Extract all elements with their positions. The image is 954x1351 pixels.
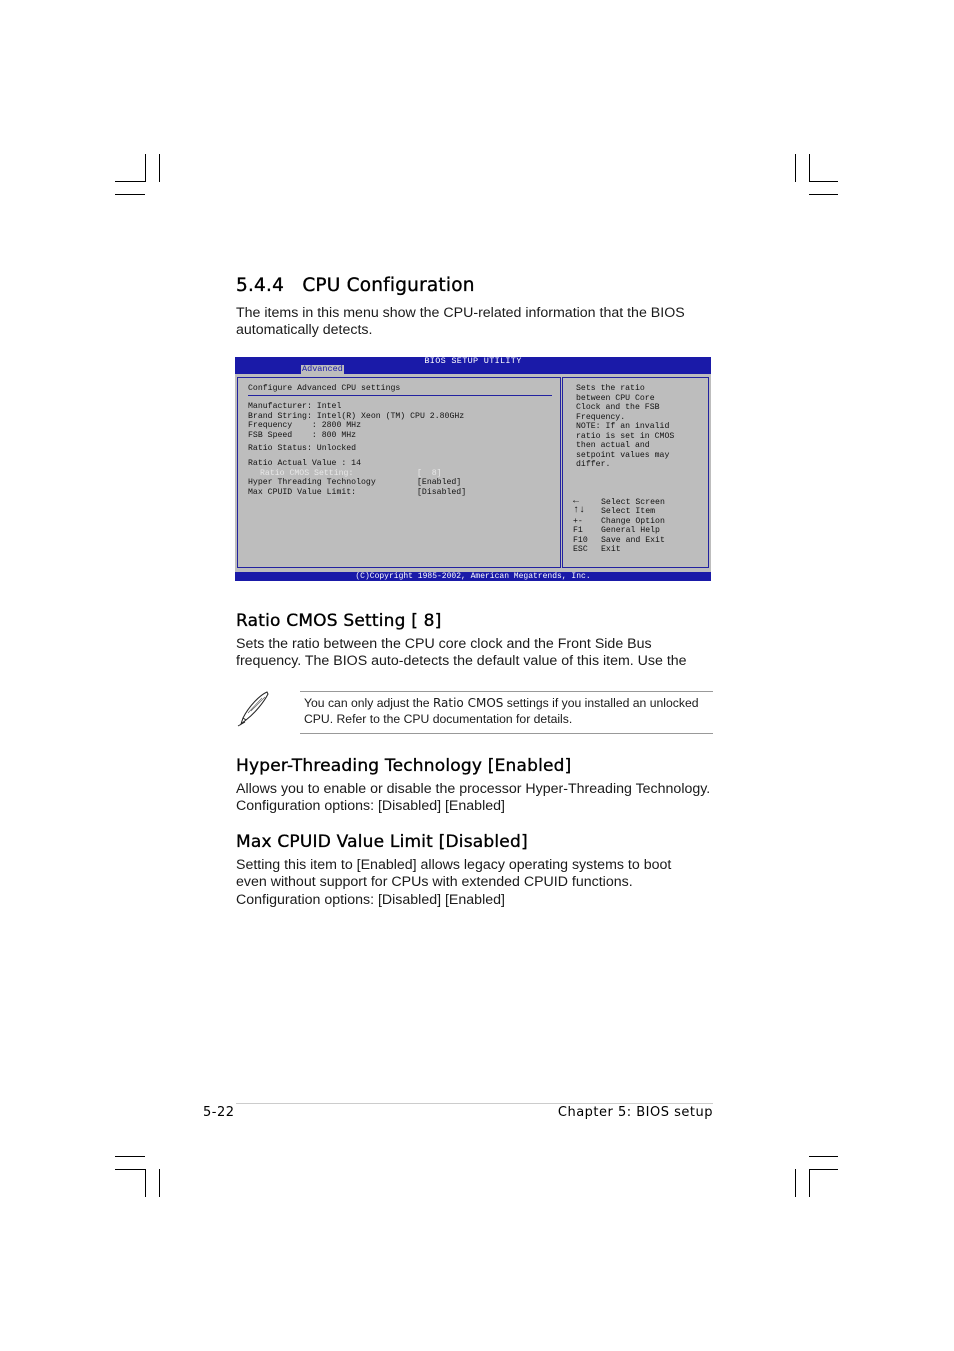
bios-info-line: Brand String: Intel(R) Xeon (TM) CPU 2.80GHz <box>248 411 465 421</box>
crop-mark <box>809 1169 810 1197</box>
bios-help-line: Clock and the FSB <box>576 403 660 412</box>
crop-mark <box>115 181 145 182</box>
bios-help-panel <box>562 377 709 568</box>
crop-mark <box>159 154 160 182</box>
left-arrow-icon: ← <box>573 496 580 507</box>
key-desc: General Help <box>601 526 660 535</box>
crop-mark <box>809 181 838 182</box>
bios-info-line: Manufacturer: Intel <box>248 402 342 411</box>
bios-copyright: (C)Copyright 1985-2002, American Megatrends, Inc. <box>235 572 711 581</box>
chapter-label: Chapter 5: BIOS setup <box>557 1105 713 1120</box>
section-title: 5.4.4 CPU Configuration <box>236 275 475 296</box>
note-bottom-rule <box>300 733 713 734</box>
crop-mark <box>795 154 796 182</box>
bios-titlebar <box>235 357 711 374</box>
crop-mark <box>115 1169 145 1170</box>
crop-mark <box>809 1156 838 1157</box>
max-cpuid-heading: Max CPUID Value Limit [Disabled] <box>236 832 528 852</box>
bios-help-line: Sets the ratio <box>576 384 645 393</box>
key-label: F10 <box>573 535 588 545</box>
section-intro: The items in this menu show the CPU-related information that the BIOS automatically detects. <box>236 305 685 339</box>
note-top-rule <box>300 691 713 692</box>
hyper-threading-heading: Hyper-Threading Technology [Enabled] <box>236 756 572 776</box>
bios-panel-heading: Configure Advanced CPU settings <box>248 384 401 393</box>
bios-setting-ratio-cmos[interactable]: Ratio CMOS Setting: <box>260 468 354 478</box>
bios-screen <box>235 357 711 581</box>
key-desc: Select Screen <box>601 498 665 507</box>
crop-mark <box>115 1156 145 1157</box>
bios-ratio-status: Ratio Status: Unlocked <box>248 444 357 453</box>
bios-help-line: setpoint values may <box>576 450 670 460</box>
key-desc: Exit <box>601 545 621 554</box>
key-desc: Select Item <box>601 507 656 516</box>
bios-setting-max-cpuid[interactable]: Max CPUID Value Limit: <box>248 487 357 497</box>
bios-ratio-actual: Ratio Actual Value : 14 <box>248 459 362 468</box>
ratio-cmos-heading: Ratio CMOS Setting [ 8] <box>236 611 442 631</box>
key-label: ESC <box>573 545 588 554</box>
hyper-threading-text: Allows you to enable or disable the processor Hyper-Threading Technology. Configuration options: [Disabled] [Enabled] <box>236 781 711 815</box>
crop-mark <box>809 1169 838 1170</box>
crop-mark <box>809 154 810 182</box>
key-desc: Change Option <box>601 516 665 526</box>
bios-setting-hyper-threading[interactable]: Hyper Threading Technology <box>248 478 376 487</box>
key-desc: Save and Exit <box>601 535 665 545</box>
bios-setting-max-cpuid-value[interactable]: [Disabled] <box>417 487 467 497</box>
bios-help-line: NOTE: If an invalid <box>576 422 670 431</box>
bios-help-line: then actual and <box>576 441 650 450</box>
note-text <box>304 695 714 727</box>
key-label: F1 <box>573 526 583 535</box>
page-number: 5-22 <box>203 1105 235 1120</box>
bios-help-line: differ. <box>576 460 611 469</box>
max-cpuid-text: Setting this item to [Enabled] allows legacy operating systems to boot even without support for CPUs with extended CPUID functions. Configuration options: [Disabled] [Enabled] <box>236 857 672 908</box>
ratio-cmos-text: Sets the ratio between the CPU core clock and the Front Side Bus frequency. The BIOS auto-detects the default value of this item. Use the <box>236 636 687 670</box>
note-emphasis: Ratio CMOS <box>432 696 504 710</box>
footer-rule <box>236 1103 713 1104</box>
crop-mark <box>795 1169 796 1197</box>
crop-mark <box>159 1169 160 1197</box>
bios-divider <box>248 395 552 396</box>
key-label: +- <box>573 516 583 526</box>
up-down-arrow-icon: ↑↓ <box>573 505 586 516</box>
bios-setting-ratio-cmos-value[interactable]: [ 8] <box>417 468 442 478</box>
bios-help-line: ratio is set in CMOS <box>576 431 675 441</box>
crop-mark <box>145 154 146 182</box>
bios-main-panel <box>237 377 561 568</box>
note-text-part: You can only adjust the <box>304 696 433 710</box>
crop-mark <box>809 194 838 195</box>
crop-mark <box>115 194 145 195</box>
pen-icon <box>236 689 272 729</box>
tab-advanced[interactable]: Advanced <box>302 364 343 374</box>
crop-mark <box>145 1169 146 1197</box>
bios-setting-hyper-threading-value[interactable]: [Enabled] <box>417 478 462 487</box>
bios-help-line: between CPU Core <box>576 393 655 403</box>
bios-info-line: FSB Speed : 800 MHz <box>248 430 357 440</box>
bios-title: BIOS SETUP UTILITY <box>424 356 522 366</box>
note-text-part: settings if you installed an unlocked CPU. Refer to the CPU documentation for details. <box>304 696 699 726</box>
bios-help-line: Frequency. <box>576 412 626 422</box>
bios-info-line: Frequency : 2800 MHz <box>248 421 362 430</box>
